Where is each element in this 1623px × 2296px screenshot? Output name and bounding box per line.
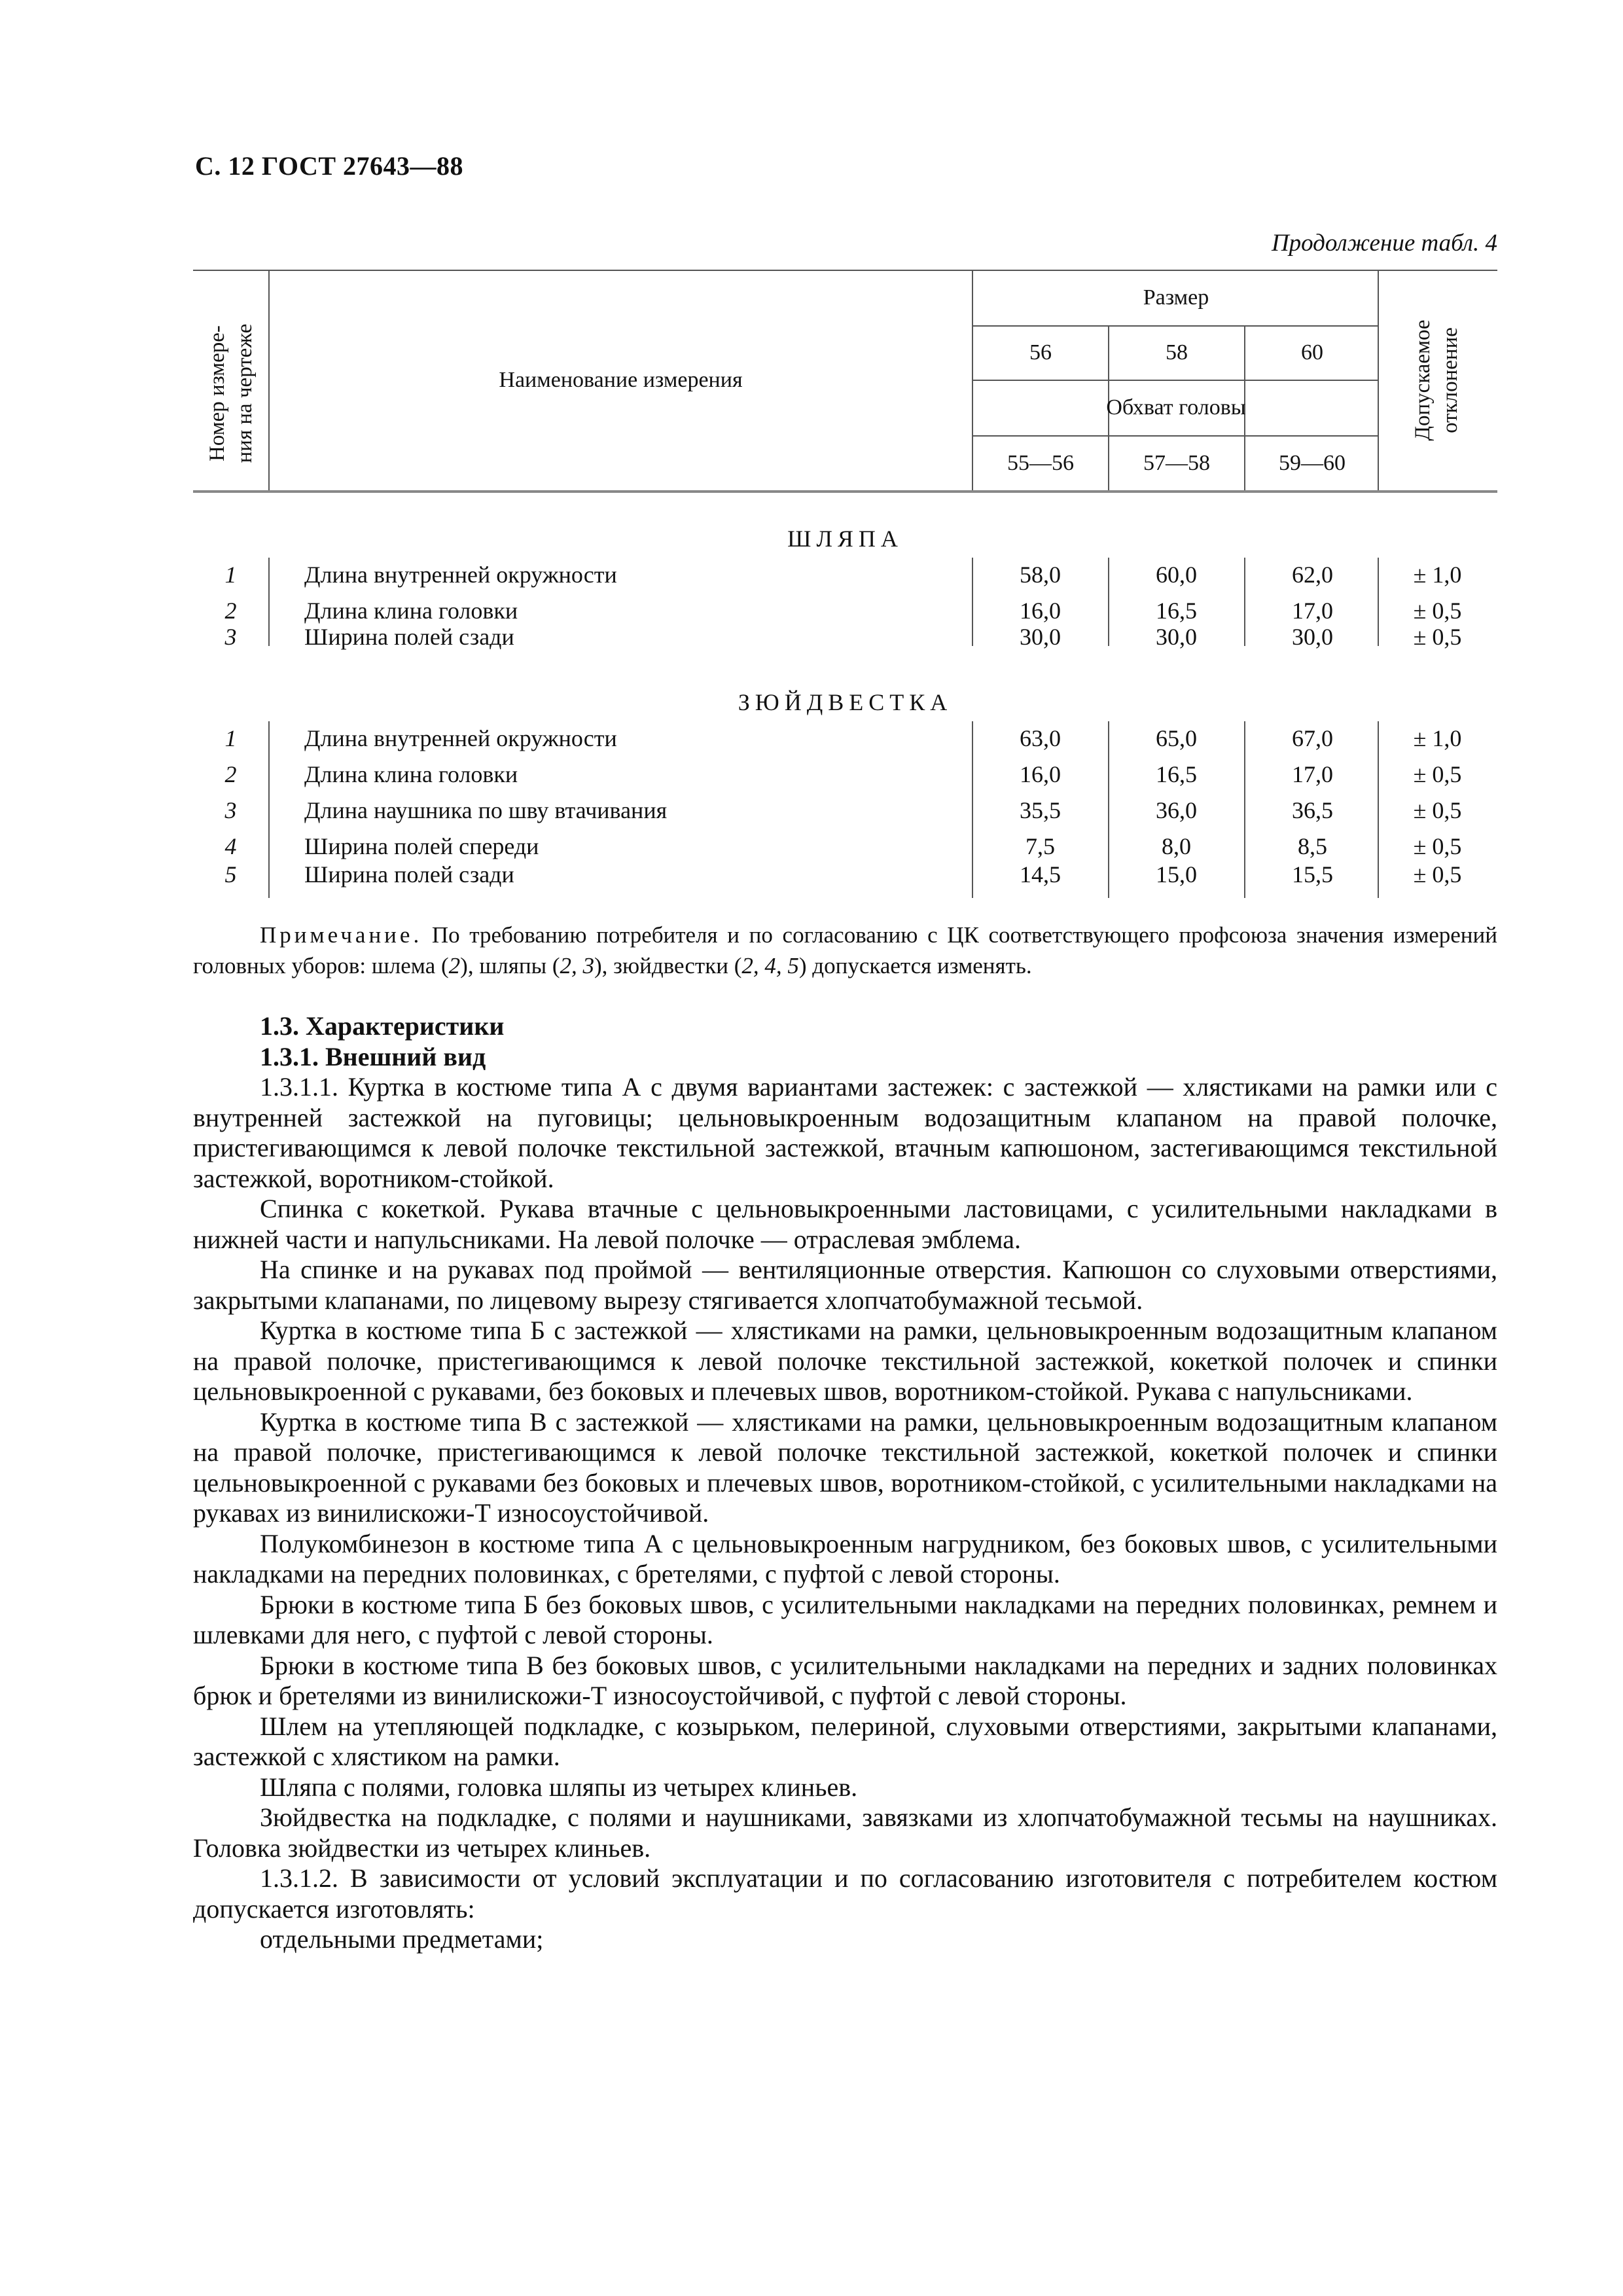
paragraph: Куртка в костюме типа Б с застежкой — хлястиками на рамки, цельновыкроенным водозащитным клапаном на правой полочке, пристегивающимся к левой полочке текстильной застежкой, кокеткой полочек и спинки цельновыкроенной с рукавами, без боковых и плечевых швов, воротником-стойкой. Рукава с напульсниками. [193,1316,1497,1406]
note-text: ) допускается изменять. [798,953,1032,978]
row-name: Ширина полей сзади [304,861,514,888]
table-top-rule [193,270,1497,271]
row-value-56: 35,5 [1020,797,1061,823]
row-value-60: 67,0 [1292,725,1333,751]
row-value-58: 16,5 [1156,761,1197,787]
note-ref: 2, 3 [560,953,594,978]
row-name: Длина наушника по шву втачивания [304,797,668,823]
note-text: ), зюйдвестки ( [594,953,742,978]
row-value-56: 58,0 [1020,562,1061,588]
note-ref: 2, 4, 5 [741,953,799,978]
row-number: 2 [224,598,237,624]
row-value-56: 16,0 [1020,598,1061,624]
row-number: 3 [224,797,237,823]
row-tolerance: ± 1,0 [1413,562,1462,588]
row-number: 2 [224,761,237,787]
row-value-58: 15,0 [1156,861,1197,888]
row-value-56: 63,0 [1020,725,1061,751]
row-value-60: 17,0 [1292,598,1333,624]
row-name: Ширина полей сзади [304,624,514,650]
paragraph: Зюйдвестка на подкладке, с полями и наушниками, завязками из хлопчатобумажной тесьмы на наушниках. Головка зюйдвестки из четырех клиньев. [193,1803,1497,1863]
row-number: 3 [224,624,237,650]
paragraph: Куртка в костюме типа В с застежкой — хлястиками на рамки, цельновыкроенным водозащитным клапаном на правой полочке, пристегивающимся к левой полочке текстильной застежкой, кокеткой полочек и спинки цельновыкроенной с рукавами без боковых и плечевых швов, воротником-стойкой, с усилительными накладками на рукавах из винилискожи-Т износоустойчивой. [193,1407,1497,1528]
paragraph: отдельными предметами; [260,1924,544,1954]
row-name: Длина клина головки [304,761,518,787]
row-name: Длина внутренней окружности [304,725,617,751]
paragraph: Шлем на утепляющей подкладке, с козырьком, пелериной, слуховыми отверстиями, закрытыми клапанами, застежкой с хлястиком на рамки. [193,1711,1497,1771]
table-row [193,833,1497,861]
row-value-58: 30,0 [1156,624,1197,650]
row-tolerance: ± 0,5 [1413,861,1462,888]
row-tolerance: ± 0,5 [1413,624,1462,650]
row-number: 5 [224,861,237,888]
table-row [193,761,1497,789]
size-56: 56 [1029,340,1052,365]
paragraph: 1.3.1.2. В зависимости от условий эксплуатации и по согласованию изготовителя с потребителем костюм допускается изготовлять: [193,1863,1497,1924]
row-name: Длина клина головки [304,598,518,624]
row-value-60: 15,5 [1292,861,1333,888]
row-name: Ширина полей спереди [304,833,539,859]
row-value-60: 36,5 [1292,797,1333,823]
row-name: Длина внутренней окружности [304,562,617,588]
table-row [193,623,1497,652]
table-rule [973,380,1379,381]
table-row [193,725,1497,753]
row-value-58: 36,0 [1156,797,1197,823]
col-header-number: Номер измере- ния на чертеже [205,323,257,463]
table-header-bottom-rule [193,490,1497,493]
section-title-sou-wester: ЗЮЙДВЕСТКА [738,689,953,715]
row-value-58: 8,0 [1162,833,1191,859]
table-row [193,561,1497,590]
table-row [193,597,1497,626]
subsection-heading: 1.3.1. Внешний вид [260,1041,486,1071]
note-text: По требованию потребителя и по согласованию с ЦК соответствующего профсоюза значения измерений головных уборов: шлема ( [193,922,1497,978]
row-value-60: 30,0 [1292,624,1333,650]
girth-59-60: 59—60 [1279,451,1346,475]
row-value-60: 8,5 [1298,833,1327,859]
paragraph: Брюки в костюме типа Б без боковых швов, с усилительными накладками на передних половинках, ремнем и шлевками для него, с пуфтой с левой стороны. [193,1589,1497,1649]
row-value-58: 60,0 [1156,562,1197,588]
row-value-58: 65,0 [1156,725,1197,751]
table-rule [973,325,1379,327]
col-header-tolerance: Допускаемое отклонение [1411,319,1462,441]
table-row [193,797,1497,825]
row-number: 4 [224,833,237,859]
row-value-56: 30,0 [1020,624,1061,650]
table-note [193,920,1497,981]
row-value-56: 16,0 [1020,761,1061,787]
row-value-60: 17,0 [1292,761,1333,787]
row-tolerance: ± 0,5 [1413,598,1462,624]
table-rule [973,435,1379,437]
note-text: ), шляпы ( [460,953,560,978]
col-header-size: Размер [1143,285,1209,310]
paragraph: На спинке и на рукавах под проймой — вентиляционные отверстия. Капюшон со слуховыми отверстиями, закрытыми клапанами, по лицевому вырезу стягивается хлопчатобумажной тесьмой. [193,1255,1497,1315]
col-header-name: Наименование измерения [499,368,743,392]
row-value-60: 62,0 [1292,562,1333,588]
row-tolerance: ± 0,5 [1413,833,1462,859]
paragraph: Шляпа с полями, головка шляпы из четырех клиньев. [260,1772,858,1802]
row-value-56: 7,5 [1026,833,1055,859]
row-tolerance: ± 1,0 [1413,725,1462,751]
row-tolerance: ± 0,5 [1413,797,1462,823]
row-tolerance: ± 0,5 [1413,761,1462,787]
size-58: 58 [1166,340,1188,365]
girth-57-58: 57—58 [1143,451,1210,475]
col-header-girth: Обхват головы [1106,395,1246,420]
row-value-58: 16,5 [1156,598,1197,624]
table-continuation-caption: Продолжение табл. 4 [1271,230,1497,257]
page-header: С. 12 ГОСТ 27643—88 [195,151,464,181]
row-number: 1 [224,562,237,588]
paragraph: 1.3.1.1. Куртка в костюме типа А с двумя вариантами застежек: с застежкой — хлястиками на рамки или с внутренней застежкой на пуговицы; цельновыкроенным водозащитным клапаном на правой полочке, пристегивающимся к левой полочке текстильной застежкой, втачным капюшоном, застегивающимся текстильной застежкой, воротником-стойкой. [193,1072,1497,1193]
note-label: Примечание. [260,922,423,948]
measurements-table [193,270,1497,924]
paragraph: Полукомбинезон в костюме типа А с цельновыкроенным нагрудником, без боковых швов, с усилительными накладками на передних половинках, с бретелями, с пуфтой с левой стороны. [193,1528,1497,1588]
size-60: 60 [1301,340,1323,365]
paragraph: Спинка с кокеткой. Рукава втачные с цельновыкроенными ластовицами, с усилительными накладками в нижней части и напульсниками. На левой полочке — отраслевая эмблема. [193,1194,1497,1254]
body-text [193,1011,1497,1955]
row-number: 1 [224,725,237,751]
note-ref: 2 [448,953,461,978]
paragraph: Брюки в костюме типа В без боковых швов, с усилительными накладками на передних и задних половинках брюк и бретелями из винилискожи-Т износоустойчивой, с пуфтой с левой стороны. [193,1650,1497,1710]
table-row [193,861,1497,889]
section-title-hat: ШЛЯПА [787,526,903,552]
section-heading: 1.3. Характеристики [260,1011,505,1041]
girth-55-56: 55—56 [1007,451,1074,475]
row-value-56: 14,5 [1020,861,1061,888]
